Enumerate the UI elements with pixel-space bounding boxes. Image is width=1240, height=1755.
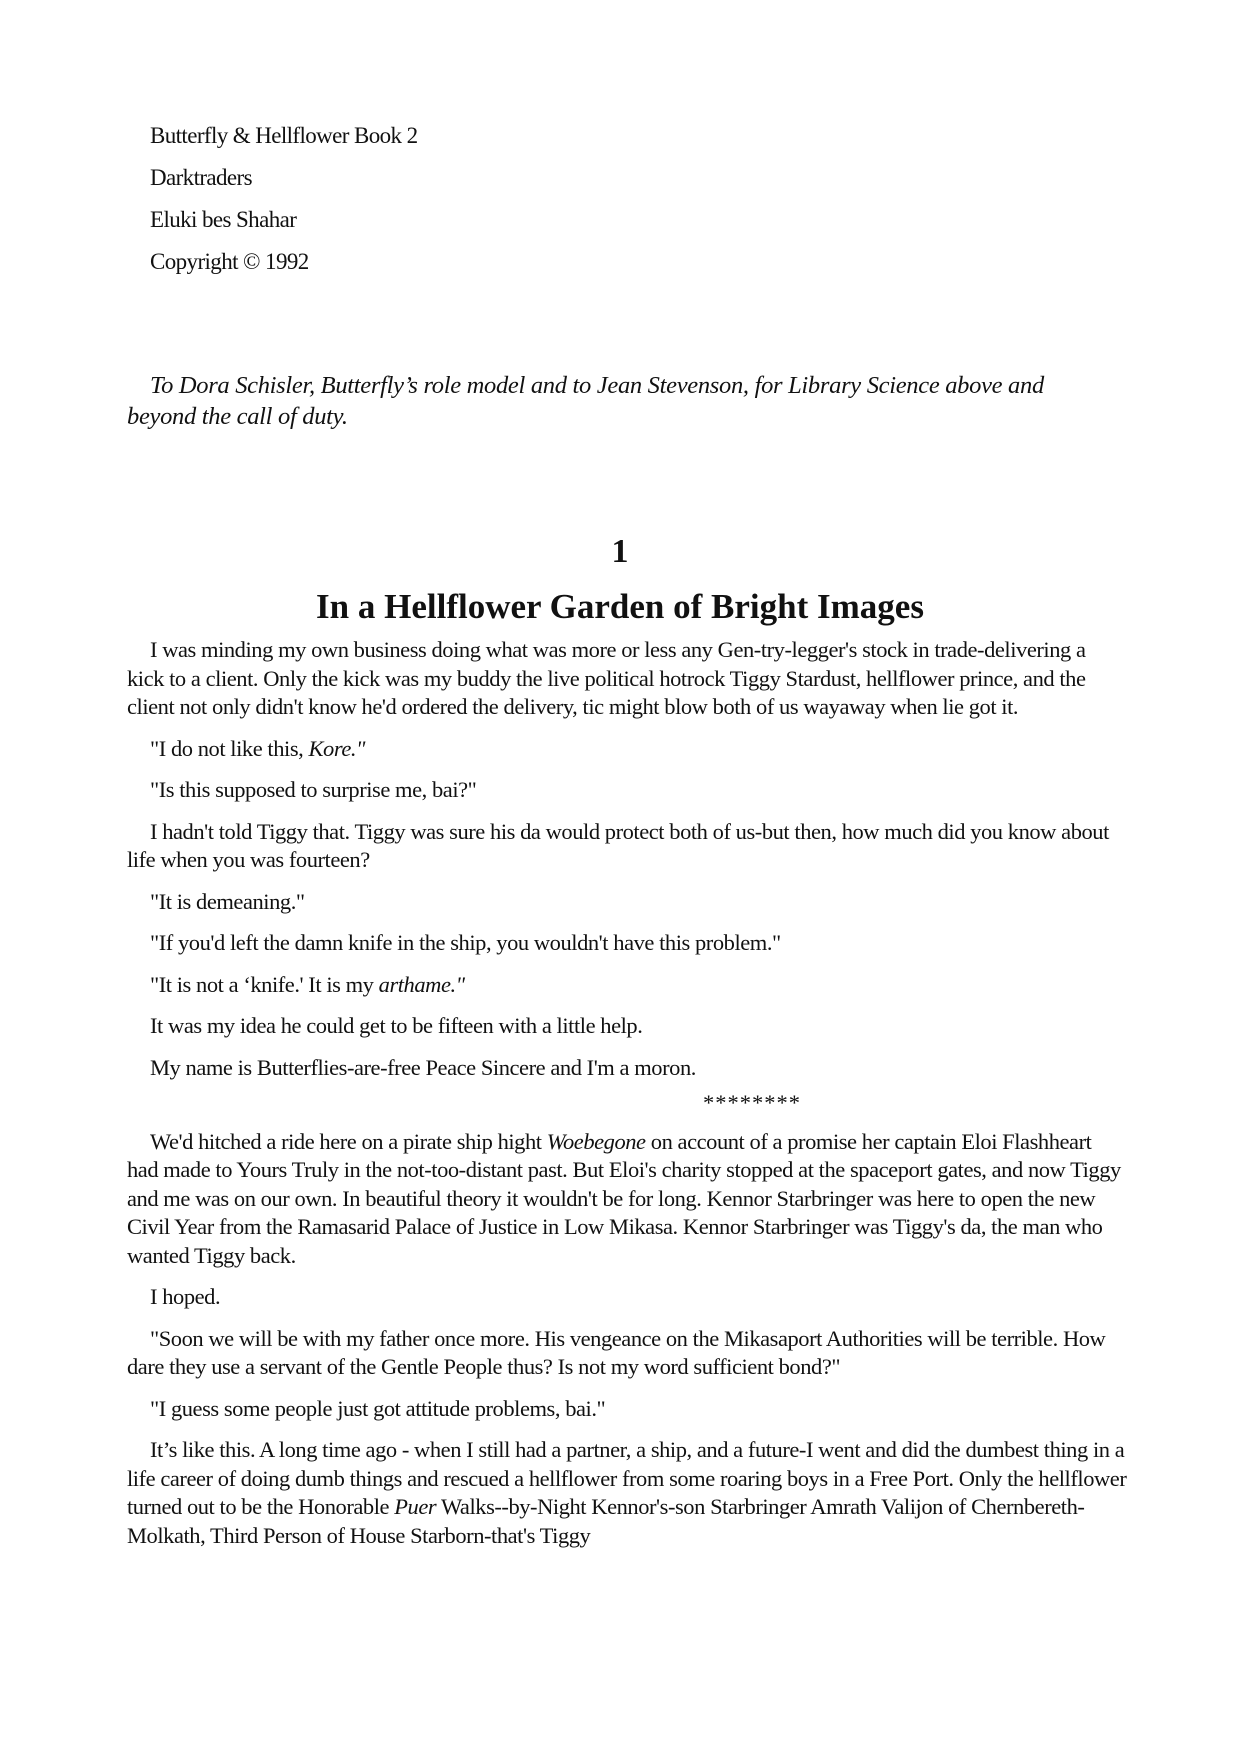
paragraph: [127, 1436, 1127, 1550]
paragraph: I hoped.: [150, 1284, 221, 1309]
front-matter: [150, 115, 418, 283]
paragraph-text: It’s like this. A long time ago - when I still had a partner, a ship, and a future-I went and did the dumbest thing in a life career of doing dumb things and rescued a hellflower from some roaring boys in a Free Port. Only the hellflower turned out to be the Honorable: [127, 1437, 1127, 1519]
paragraph-text: We'd hitched a ride here on a pirate ship hight: [150, 1128, 547, 1154]
paragraph: I hadn't told Tiggy that. Tiggy was sure his da would protect both of us-but then, how much did you know about life when you was fourteen?: [127, 818, 1109, 872]
paragraph: [127, 735, 1127, 764]
book-title: Darktraders: [150, 165, 252, 190]
paragraph-emphasis: arthame.": [378, 971, 465, 997]
paragraph-emphasis: Woebegone: [546, 1128, 646, 1154]
paragraph: It was my idea he could get to be fifteen with a little help.: [150, 1013, 643, 1038]
paragraph: "Is this supposed to surprise me, bai?": [150, 777, 477, 802]
paragraph-text: "I do not like this,: [150, 735, 309, 761]
scene-separator: ********: [703, 1090, 801, 1115]
paragraph: [127, 971, 1127, 1000]
chapter-title: In a Hellflower Garden of Bright Images: [316, 587, 924, 626]
paragraph-text: Walks--by-Night Kennor's-son Starbringer Amrath Valijon of Chernbereth-Molkath, Third Person of House Starborn-that's Tiggy: [127, 1494, 1085, 1548]
dedication: [127, 370, 1117, 432]
copyright-line: Copyright © 1992: [150, 249, 309, 274]
paragraph: My name is Butterflies-are-free Peace Sincere and I'm a moron.: [150, 1054, 696, 1080]
paragraph: "If you'd left the damn knife in the ship, you wouldn't have this problem.": [150, 930, 781, 955]
paragraph-text: on account of a promise her captain Eloi Flashheart had made to Yours Truly in the not-too-distant past. But Eloi's charity stopped at the spaceport gates, and now Tiggy and me was on our own. In beautiful theory it wouldn't be for long. Kennor Starbringer was here to open the new Civil Year from the Ramasarid Palace of Justice in Low Mikasa. Kennor Starbringer was Tiggy's da, the man who wanted Tiggy back.: [127, 1128, 1121, 1268]
paragraph: "Soon we will be with my father once more. His vengeance on the Mikasaport Authorities will be terrible. How dare they use a servant of the Gentle People thus? Is not my word sufficient bond?": [127, 1325, 1106, 1379]
paragraph-emphasis: Puer: [394, 1494, 437, 1519]
paragraph-text: "It is not a ‘knife.' It is my: [150, 971, 379, 997]
paragraph: "It is demeaning.": [150, 888, 305, 914]
chapter-number: 1: [611, 533, 629, 570]
author-name: Eluki bes Shahar: [150, 207, 297, 232]
dedication-text: To Dora Schisler, Butterfly’s role model and to Jean Stevenson, for Library Science above and beyond the call of duty.: [127, 372, 1044, 430]
paragraph: "I guess some people just got attitude problems, bai.": [150, 1395, 606, 1421]
chapter-body: [127, 636, 1127, 1563]
paragraph: I was minding my own business doing what was more or less any Gen-try-legger's stock in trade-delivering a kick to a client. Only the kick was my buddy the live political hotrock Tiggy Stardust, hellflower prince, and the client not only didn't know he'd ordered the delivery, tic might blow both of us wayaway when lie got it.: [127, 637, 1086, 719]
paragraph: [127, 1128, 1127, 1271]
series-line: Butterfly & Hellflower Book 2: [150, 123, 418, 148]
paragraph-emphasis: Kore.": [308, 735, 366, 761]
